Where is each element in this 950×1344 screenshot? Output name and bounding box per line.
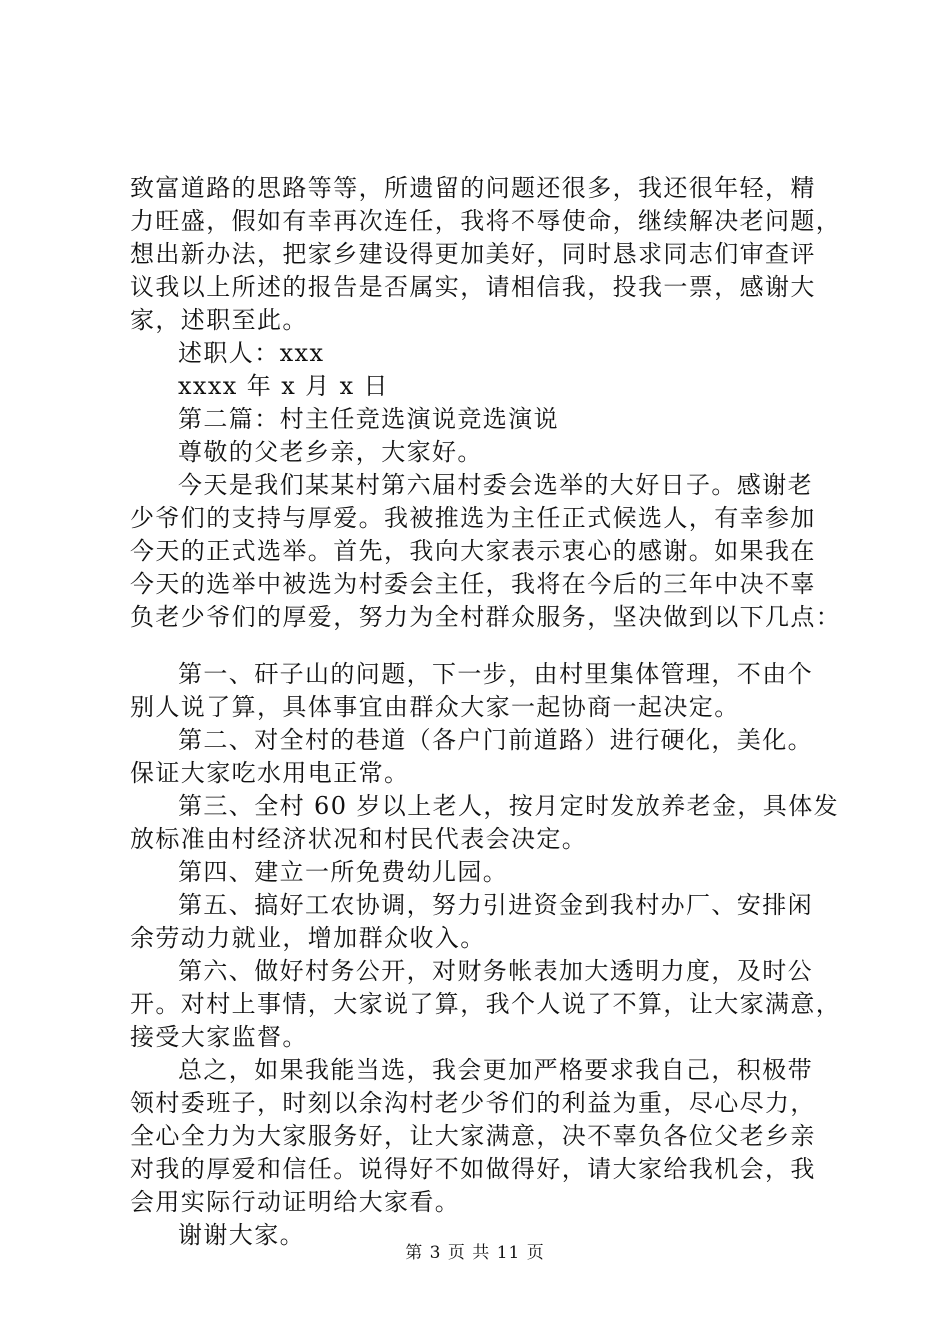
list-item-line: 开。对村上事情，大家说了算，我个人说了不算，让大家满意， (130, 990, 842, 1018)
list-item-line: 别人说了算，具体事宜由群众大家一起协商一起决定。 (130, 693, 740, 721)
paragraph-line: 会用实际行动证明给大家看。 (130, 1188, 461, 1216)
list-item-line: 放标准由村经济状况和村民代表会决定。 (130, 825, 588, 853)
section-title: 第二篇：村主任竞选演说竞选演说 (178, 405, 559, 433)
paragraph-line: 今天的正式选举。首先，我向大家表示衷心的感谢。如果我在 (130, 537, 816, 565)
document-body (130, 172, 850, 1252)
paragraph-line: 全心全力为大家服务好，让大家满意，决不辜负各位父老乡亲 (130, 1122, 816, 1150)
signature-date: xxxx 年 x 月 x 日 (178, 372, 389, 400)
list-item-line: 第四、建立一所免费幼儿园。 (178, 858, 509, 886)
paragraph-line: 家，述职至此。 (130, 306, 308, 334)
paragraph-line: 对我的厚爱和信任。说得好不如做得好，请大家给我机会，我 (130, 1155, 816, 1183)
closing-line: 谢谢大家。 (178, 1221, 305, 1249)
paragraph-line: 少爷们的支持与厚爱。我被推选为主任正式候选人，有幸参加 (130, 504, 816, 532)
paragraph-gap (130, 634, 850, 658)
list-item-line: 接受大家监督。 (130, 1023, 308, 1051)
list-item-line: 第三、全村 60 岁以上老人，按月定时发放养老金，具体发 (178, 792, 839, 820)
paragraph-line: 今天是我们某某村第六届村委会选举的大好日子。感谢老 (178, 471, 813, 499)
list-item-line: 第二、对全村的巷道（各户门前道路）进行硬化，美化。 (178, 726, 813, 754)
list-item-line: 第一、矸子山的问题，下一步，由村里集体管理，不由个 (178, 660, 813, 688)
signature-name: 述职人：xxx (178, 339, 325, 367)
paragraph-line: 致富道路的思路等等，所遗留的问题还很多，我还很年轻，精 (130, 174, 816, 202)
paragraph-line: 力旺盛，假如有幸再次连任，我将不辱使命，继续解决老问题， (130, 207, 842, 235)
list-item-line: 余劳动力就业，增加群众收入。 (130, 924, 486, 952)
paragraph-line: 今天的选举中被选为村委会主任，我将在今后的三年中决不辜 (130, 570, 816, 598)
list-item-line: 第六、做好村务公开，对财务帐表加大透明力度，及时公 (178, 957, 813, 985)
list-item-line: 保证大家吃水用电正常。 (130, 759, 410, 787)
paragraph-line: 总之，如果我能当选，我会更加严格要求我自己，积极带 (178, 1056, 813, 1084)
page-footer: 第 3 页 共 11 页 (405, 1243, 545, 1263)
paragraph-line: 领村委班子，时刻以余沟村老少爷们的利益为重，尽心尽力， (130, 1089, 816, 1117)
greeting-line: 尊敬的父老乡亲，大家好。 (178, 438, 483, 466)
paragraph-line: 想出新办法，把家乡建设得更加美好，同时恳求同志们审查评 (130, 240, 816, 268)
list-item-line: 第五、搞好工农协调，努力引进资金到我村办厂、安排闲 (178, 891, 813, 919)
paragraph-line: 负老少爷们的厚爱，努力为全村群众服务，坚决做到以下几点： (130, 603, 842, 631)
paragraph-line: 议我以上所述的报告是否属实，请相信我，投我一票，感谢大 (130, 273, 816, 301)
